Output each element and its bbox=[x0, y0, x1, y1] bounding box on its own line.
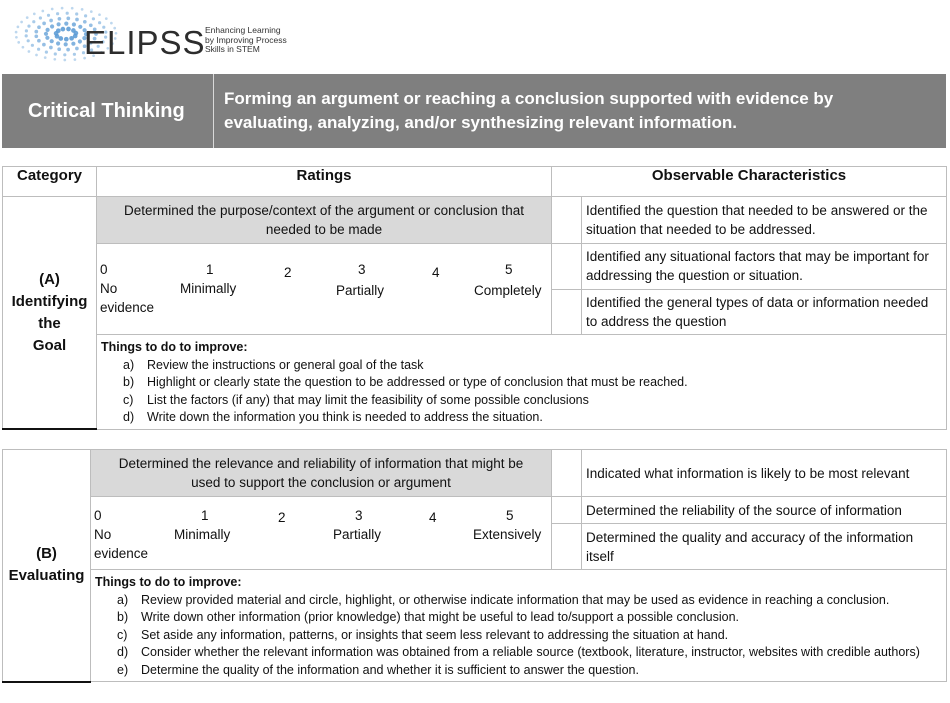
logo-dot bbox=[61, 7, 64, 10]
skill-banner bbox=[2, 74, 946, 148]
list-item bbox=[123, 392, 942, 410]
list-item bbox=[117, 609, 942, 627]
skill-definition-line: Forming an argument or reaching a conclusion supported with evidence by bbox=[224, 89, 834, 108]
item-text: Determine the quality of the information and whether it is sufficient to answer the question. bbox=[141, 662, 639, 677]
rating-3: 3 bbox=[355, 508, 363, 523]
logo-dot bbox=[34, 30, 38, 34]
table-row bbox=[3, 450, 947, 497]
checkbox-cell[interactable] bbox=[552, 497, 582, 524]
rating-0-label-cont: evidence bbox=[94, 546, 149, 561]
logo-dot bbox=[53, 58, 56, 61]
logo-dot bbox=[50, 24, 54, 28]
rating-1-label: Minimally bbox=[180, 281, 237, 296]
logo-dot bbox=[66, 12, 69, 15]
logo-dot bbox=[15, 31, 18, 34]
rating-0-label: No bbox=[94, 527, 112, 542]
purpose-line: Determined the purpose/context of the argument or conclusion that bbox=[124, 203, 524, 218]
logo-dot bbox=[74, 31, 79, 36]
table-row bbox=[3, 335, 947, 430]
table-header-row bbox=[3, 167, 947, 197]
rating-3-label: Partially bbox=[336, 283, 385, 298]
logo-dot bbox=[57, 47, 61, 51]
logo-dot bbox=[105, 17, 108, 20]
logo-dot bbox=[66, 17, 70, 21]
rating-2: 2 bbox=[278, 510, 286, 525]
item-text: Write down the information you think is needed to address the situation. bbox=[147, 410, 543, 424]
category-label: (B) bbox=[36, 545, 57, 563]
logo-dot bbox=[84, 14, 87, 17]
logo-dot bbox=[61, 27, 66, 32]
item-text: Set aside any information, patterns, or insights that seem less relevant to addressing the situation at hand. bbox=[141, 627, 729, 642]
item-letter: d) bbox=[123, 410, 135, 424]
purpose-line: Determined the relevance and reliability of information that might be bbox=[118, 456, 524, 471]
logo-dot bbox=[20, 21, 23, 24]
logo-dot bbox=[57, 22, 61, 26]
category-label: Goal bbox=[32, 336, 67, 354]
logo-dot bbox=[47, 14, 50, 17]
logo-dot bbox=[54, 52, 57, 55]
improvement-tips bbox=[91, 570, 947, 682]
rating-3: 3 bbox=[358, 262, 366, 277]
logo-dot bbox=[98, 13, 101, 16]
logo-tagline bbox=[205, 26, 287, 55]
purpose-statement bbox=[97, 197, 552, 244]
observable-characteristic: Identified the general types of data or information needed to address the question bbox=[582, 289, 947, 335]
checkbox-cell[interactable] bbox=[552, 450, 582, 497]
rating-1: 1 bbox=[201, 508, 209, 523]
item-text: Review the instructions or general goal of the task bbox=[147, 357, 424, 372]
item-letter: d) bbox=[117, 645, 129, 659]
item-letter: a) bbox=[117, 592, 129, 607]
checkbox-cell[interactable] bbox=[552, 197, 582, 244]
list-item bbox=[117, 592, 942, 610]
rating-scale bbox=[91, 497, 552, 570]
observable-characteristic: Identified the question that needed to be answered or the situation that needed to be addressed. bbox=[582, 197, 947, 244]
elipss-logo bbox=[12, 4, 292, 66]
table-row bbox=[3, 570, 947, 682]
improvement-list bbox=[101, 357, 942, 427]
logo-dot bbox=[71, 7, 74, 10]
rating-5-label: Completely bbox=[474, 283, 542, 298]
logo-dot bbox=[56, 28, 61, 33]
logo-dot bbox=[42, 43, 46, 47]
skill-title: Critical Thinking bbox=[2, 74, 214, 148]
logo-dot bbox=[49, 19, 53, 23]
logo-dot bbox=[45, 51, 48, 54]
rating-5-label: Extensively bbox=[473, 527, 542, 542]
logo-dot bbox=[34, 34, 38, 38]
logo-dot bbox=[27, 25, 30, 28]
logo-dot bbox=[50, 39, 54, 43]
checkbox-cell[interactable] bbox=[552, 289, 582, 335]
logo-dot bbox=[90, 10, 93, 13]
logo-dot bbox=[71, 42, 75, 46]
rating-3-label: Partially bbox=[333, 527, 382, 542]
logo-dot bbox=[78, 39, 82, 43]
category-cell bbox=[3, 450, 91, 682]
logo-dot bbox=[32, 20, 35, 23]
logo-dot bbox=[33, 13, 36, 16]
logo-dot bbox=[17, 41, 20, 44]
list-item bbox=[117, 644, 942, 662]
list-item bbox=[123, 374, 942, 392]
logo-dot bbox=[51, 8, 54, 11]
logo-dot bbox=[64, 22, 68, 26]
improvement-title: Things to do to improve: bbox=[95, 575, 242, 589]
rating-4: 4 bbox=[432, 265, 440, 280]
logo-dot bbox=[17, 26, 20, 29]
table-row bbox=[3, 497, 947, 524]
logo-dot bbox=[64, 37, 69, 42]
rating-2: 2 bbox=[284, 265, 292, 280]
logo-dot bbox=[78, 25, 82, 29]
rating-0: 0 bbox=[100, 262, 108, 277]
logo-dot bbox=[73, 53, 76, 56]
logo-dot bbox=[63, 59, 66, 62]
logo-dot bbox=[75, 47, 79, 51]
rating-1-label: Minimally bbox=[174, 527, 231, 542]
logo-dot bbox=[72, 22, 76, 26]
ratings-header: Ratings bbox=[97, 167, 552, 197]
logo-tagline-line: Enhancing Learning bbox=[205, 25, 281, 35]
logo-dot bbox=[69, 36, 74, 41]
observable-header: Observable Characteristics bbox=[552, 167, 947, 197]
item-text: Review provided material and circle, highlight, or otherwise indicate information that may be used as evidence in reaching a conclusion. bbox=[141, 592, 890, 607]
logo-dot bbox=[26, 16, 29, 19]
logo-tagline-line: Skills in STEM bbox=[205, 44, 260, 54]
category-label: Identifying bbox=[11, 292, 88, 310]
item-text: Highlight or clearly state the question to be addressed or type of conclusion that must be reached. bbox=[147, 375, 688, 389]
rating-scale bbox=[97, 244, 552, 335]
logo-dot bbox=[42, 22, 46, 26]
logo-dot bbox=[92, 17, 95, 20]
skill-definition bbox=[214, 74, 946, 148]
checkbox-cell[interactable] bbox=[552, 244, 582, 290]
improvement-title: Things to do to improve: bbox=[101, 340, 248, 354]
logo-dot bbox=[49, 46, 53, 50]
item-letter: c) bbox=[117, 627, 128, 642]
item-text: Write down other information (prior knowledge) that might be useful to lead to/support a possible conclusion. bbox=[141, 610, 740, 624]
logo-dot bbox=[46, 28, 50, 32]
purpose-line: used to support the conclusion or argument bbox=[191, 475, 451, 490]
rating-5: 5 bbox=[506, 508, 514, 523]
logo-dot bbox=[22, 46, 25, 49]
item-text: Consider whether the relevant information was obtained from a reliable source (textbook, literature, instructor, websites with credible authors) bbox=[141, 645, 920, 659]
logo-dot bbox=[58, 17, 62, 21]
logo-dot bbox=[41, 10, 44, 13]
logo-dot bbox=[39, 16, 42, 19]
logo-dot bbox=[56, 41, 60, 45]
logo-dot bbox=[64, 42, 68, 46]
category-cell bbox=[3, 197, 97, 430]
logo-dot bbox=[15, 36, 18, 39]
logo-dot bbox=[28, 50, 31, 53]
rating-1: 1 bbox=[206, 262, 214, 277]
rubric-table-identifying-goal bbox=[2, 166, 947, 430]
improvement-tips bbox=[97, 335, 947, 430]
logo-dot bbox=[66, 27, 71, 32]
rating-0: 0 bbox=[94, 508, 102, 523]
logo-dot bbox=[37, 48, 40, 51]
logo-dot bbox=[63, 53, 66, 56]
logo-tagline-line: by Improving Process bbox=[205, 34, 287, 45]
observable-characteristic: Determined the quality and accuracy of the information itself bbox=[582, 524, 947, 570]
item-letter: b) bbox=[117, 610, 129, 624]
logo-wordmark: ELIPSS bbox=[84, 24, 206, 61]
table-row bbox=[3, 244, 947, 290]
logo-dot bbox=[25, 34, 28, 37]
logo-dot bbox=[75, 12, 78, 15]
list-item bbox=[123, 357, 942, 375]
skill-definition-line: evaluating, analyzing, and/or synthesizing relevant information. bbox=[224, 113, 737, 132]
item-letter: b) bbox=[123, 375, 135, 389]
logo-dot bbox=[81, 8, 84, 11]
rating-0-label: No bbox=[100, 281, 118, 296]
purpose-line: needed to be made bbox=[265, 222, 383, 237]
rating-0-label-cont: evidence bbox=[100, 300, 155, 315]
category-label: Evaluating bbox=[8, 567, 85, 585]
logo-dot bbox=[37, 39, 41, 43]
logo-dot bbox=[35, 54, 38, 57]
logo-dot bbox=[74, 58, 77, 61]
list-item bbox=[117, 662, 942, 680]
logo-dot bbox=[27, 39, 30, 42]
logo-dot bbox=[66, 48, 70, 52]
observable-characteristic: Identified any situational factors that may be important for addressing the question or situation. bbox=[582, 244, 947, 290]
logo-dot bbox=[44, 32, 48, 36]
logo-dot bbox=[25, 29, 28, 32]
rating-4: 4 bbox=[429, 510, 437, 525]
table-row bbox=[3, 197, 947, 244]
item-letter: a) bbox=[123, 357, 135, 372]
observable-characteristic: Determined the reliability of the source of information bbox=[582, 497, 947, 524]
logo-dot bbox=[44, 56, 47, 59]
logo-dot bbox=[31, 44, 34, 47]
improvement-list bbox=[95, 592, 942, 680]
rubric-table-evaluating bbox=[2, 449, 947, 683]
rating-5: 5 bbox=[505, 262, 513, 277]
logo-dot bbox=[75, 18, 79, 22]
logo-dot bbox=[37, 25, 41, 29]
list-item bbox=[123, 409, 942, 427]
logo-dot bbox=[56, 12, 59, 15]
checkbox-cell[interactable] bbox=[552, 524, 582, 570]
category-label: the bbox=[38, 314, 61, 332]
purpose-statement bbox=[91, 450, 552, 497]
item-letter: c) bbox=[123, 392, 134, 407]
item-letter: e) bbox=[117, 662, 129, 677]
category-header: Category bbox=[3, 167, 97, 197]
logo-dot bbox=[45, 36, 49, 40]
item-text: List the factors (if any) that may limit the feasibility of some possible conclusions bbox=[147, 392, 589, 407]
list-item bbox=[117, 627, 942, 645]
category-label: (A) bbox=[39, 270, 60, 288]
observable-characteristic: Indicated what information is likely to be most relevant bbox=[582, 450, 947, 497]
